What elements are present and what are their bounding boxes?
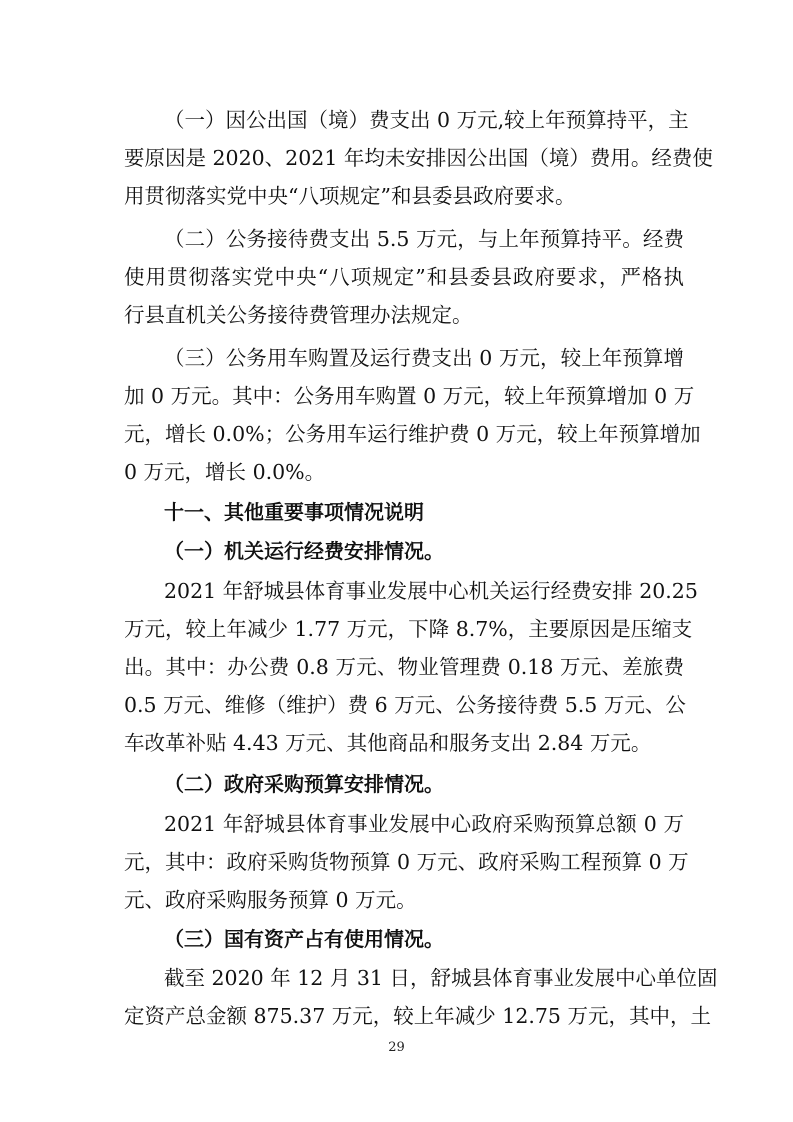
paragraph-line: 0.5 万元、维修（维护）费 6 万元、公务接待费 5.5 万元、公 — [124, 693, 686, 717]
paragraph-line: （二）公务接待费支出 5.5 万元，与上年预算持平。经费 — [164, 227, 684, 251]
paragraph-line: （一）因公出国（境）费支出 0 万元,较上年预算持平，主 — [164, 108, 689, 132]
paragraph-line: 元，其中：政府采购货物预算 0 万元、政府采购工程预算 0 万 — [124, 850, 689, 874]
paragraph-line: 行县直机关公务接待费管理办法规定。 — [124, 303, 473, 327]
paragraph-line: 要原因是 2020、2021 年均未安排因公出国（境）费用。经费使 — [124, 146, 713, 170]
paragraph-line: 用贯彻落实党中央“八项规定”和县委县政府要求。 — [124, 184, 576, 208]
subsection-heading: （二）政府采购预算安排情况。 — [164, 772, 444, 796]
paragraph-line: 出。其中：办公费 0.8 万元、物业管理费 0.18 万元、差旅费 — [124, 655, 684, 679]
paragraph-line: 元、政府采购服务预算 0 万元。 — [124, 888, 417, 912]
paragraph-line: （三）公务用车购置及运行费支出 0 万元，较上年预算增 — [164, 346, 684, 370]
page-number: 29 — [388, 1040, 405, 1055]
paragraph-line: 万元，较上年减少 1.77 万元，下降 8.7%，主要原因是压缩支 — [124, 617, 693, 641]
paragraph-line: 使用贯彻落实党中央“八项规定”和县委县政府要求，严格执 — [124, 265, 684, 289]
subsection-heading: （三）国有资产占有使用情况。 — [164, 927, 444, 951]
paragraph-line: 定资产总金额 875.37 万元，较上年减少 12.75 万元，其中，土 — [124, 1004, 711, 1028]
paragraph-line: 2021 年舒城县体育事业发展中心机关运行经费安排 20.25 — [164, 579, 698, 603]
paragraph-line: 截至 2020 年 12 月 31 日，舒城县体育事业发展中心单位固 — [164, 966, 718, 990]
paragraph-line: 0 万元，增长 0.0%。 — [124, 460, 326, 484]
section-heading: 十一、其他重要事项情况说明 — [164, 500, 424, 524]
paragraph-line: 加 0 万元。其中：公务用车购置 0 万元，较上年预算增加 0 万 — [124, 384, 695, 408]
paragraph-line: 2021 年舒城县体育事业发展中心政府采购预算总额 0 万 — [164, 812, 684, 836]
paragraph-line: 车改革补贴 4.43 万元、其他商品和服务支出 2.84 万元。 — [124, 731, 652, 755]
subsection-heading: （一）机关运行经费安排情况。 — [164, 539, 444, 563]
paragraph-line: 元，增长 0.0%；公务用车运行维护费 0 万元，较上年预算增加 — [124, 422, 701, 446]
